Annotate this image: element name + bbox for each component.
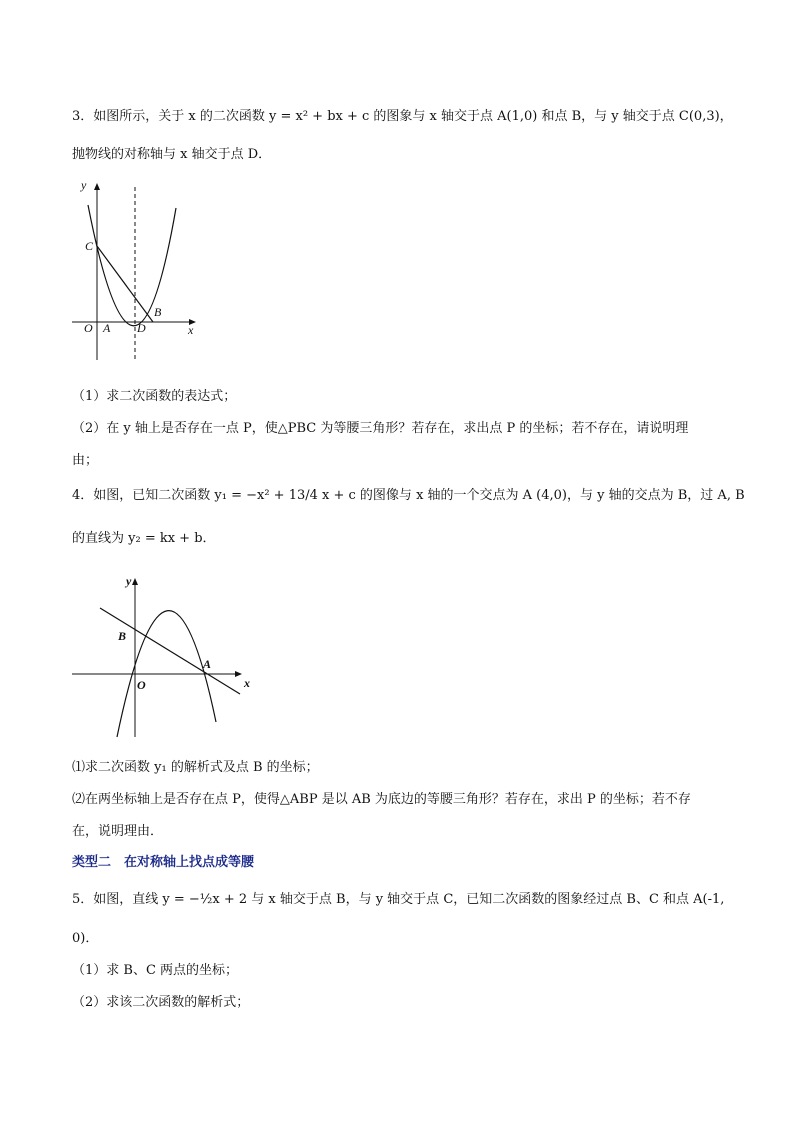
q5-line2: 0)．: [72, 931, 99, 946]
q4-label-a: A: [203, 657, 212, 671]
q3-line1: 3．如图所示，关于 x 的二次函数 y = x² + bx + c 的图象与 x 轴交于点 A(1,0) 和点 B，与 y 轴交于点 C(0,3)，: [72, 109, 733, 124]
q3-figure: [70, 175, 205, 365]
q5-sub1: （1）求 B、C 两点的坐标；: [72, 963, 239, 978]
q4-x-arrow: [235, 671, 242, 677]
q3-y-arrow: [94, 183, 100, 190]
q3-sub1: （1）求二次函数的表达式；: [72, 389, 237, 404]
q3-sub2b: 由；: [72, 453, 99, 468]
q3-line-cb: [97, 246, 153, 322]
q3-label-x: x: [188, 323, 194, 337]
q4-sub2b: 在，说明理由．: [72, 824, 164, 839]
q4-sub2a: ⑵在两坐标轴上是否存在点 P，使得△ABP 是以 AB 为底边的等腰三角形？若存在，求出 P 的坐标；若不存: [72, 792, 691, 807]
q5-sub2: （2）求该二次函数的解析式；: [72, 995, 250, 1010]
q3-label-d: D: [137, 321, 146, 335]
q4-label-x: x: [244, 676, 250, 690]
q3-label-c: C: [85, 239, 94, 253]
q4-line1: 4．如图，已知二次函数 y₁ = −x² + 13/4 x + c 的图像与 x 轴的一个交点为 A (4,0)，与 y 轴的交点为 B，过 A, B: [72, 488, 745, 503]
section-heading: 类型二 在对称轴上找点成等腰: [72, 855, 255, 870]
q4-label-o: O: [137, 678, 146, 692]
q3-line2: 抛物线的对称轴与 x 轴交于点 D．: [72, 147, 272, 162]
q3-parabola: [88, 205, 176, 326]
q4-line-ab: [100, 608, 240, 694]
q4-figure: [70, 572, 260, 742]
q5-line1: 5．如图，直线 y = −½x + 2 与 x 轴交于点 B，与 y 轴交于点 C，已知二次函数的图象经过点 B、C 和点 A(-1,: [72, 892, 725, 907]
q3-label-b: B: [154, 305, 162, 319]
q4-label-y: y: [126, 574, 132, 588]
q3-sub2a: （2）在 y 轴上是否存在一点 P，使△PBC 为等腰三角形？若存在，求出点 P 的坐标；若不存在，请说明理: [72, 421, 689, 436]
q4-sub1: ⑴求二次函数 y₁ 的解析式及点 B 的坐标；: [72, 760, 319, 775]
q3-label-a: A: [103, 321, 111, 335]
q3-label-y: y: [81, 178, 87, 192]
q4-line2: 的直线为 y₂ = kx + b．: [72, 531, 216, 546]
q4-y-arrow: [132, 578, 138, 585]
q3-label-o: O: [84, 321, 93, 335]
q4-label-b: B: [118, 629, 127, 643]
